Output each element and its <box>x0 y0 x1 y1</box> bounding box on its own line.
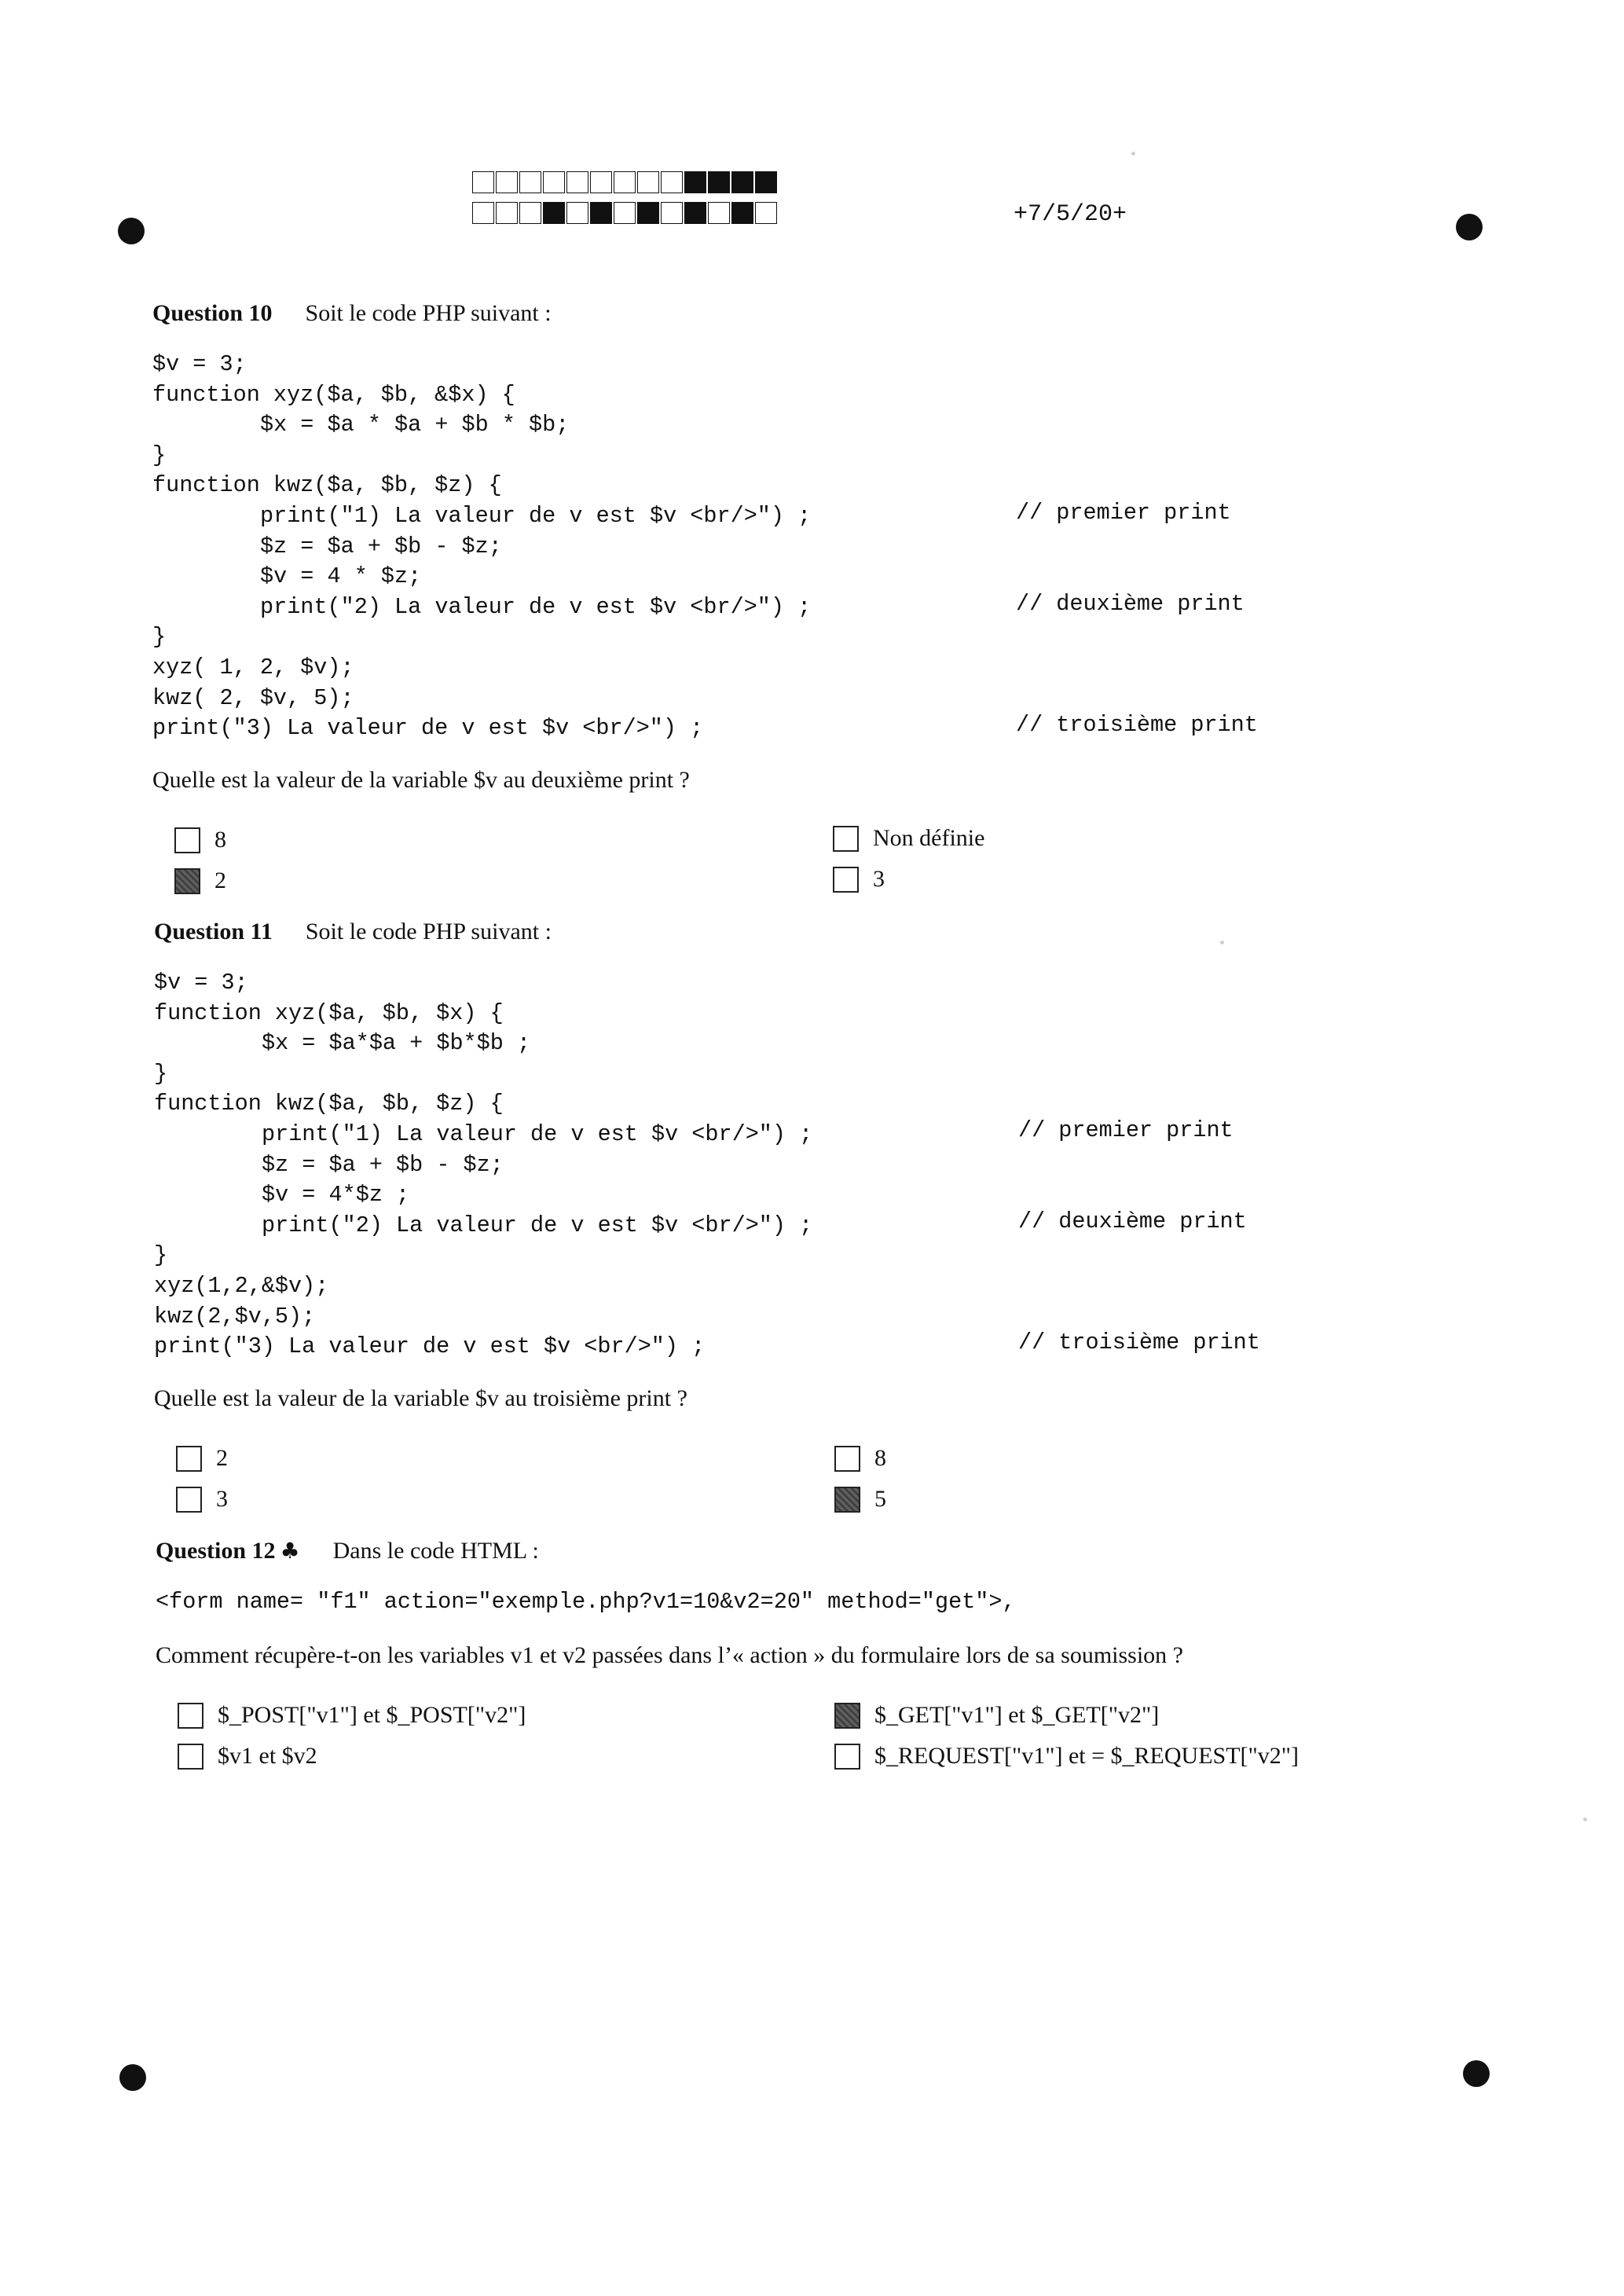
answer-option[interactable] <box>834 1486 886 1513</box>
code-comment-second-print: // deuxième print <box>1016 591 1245 617</box>
answer-label: 3 <box>216 1486 228 1512</box>
answer-option[interactable] <box>833 825 984 852</box>
barcode-cell <box>590 171 612 193</box>
code-line: } <box>152 624 167 651</box>
answer-option[interactable] <box>174 827 226 853</box>
code-comment-second-print: // deuxième print <box>1018 1209 1247 1234</box>
barcode-row-2 <box>472 202 779 226</box>
checkbox[interactable] <box>176 1487 202 1513</box>
answer-label: 3 <box>873 866 885 892</box>
barcode-cell <box>684 202 706 224</box>
code-line: print("1) La valeur de v est $v <br/>") ; <box>262 1120 813 1147</box>
answer-label: $_GET["v1"] et $_GET["v2"] <box>874 1702 1160 1728</box>
code-line: $v = 4 * $z; <box>260 563 422 590</box>
code-comment-third-print: // troisième print <box>1018 1330 1260 1355</box>
question-10-prompt: Quelle est la valeur de la variable $v au deuxième print ? <box>152 767 690 793</box>
barcode-cell <box>472 202 494 224</box>
barcode-cell <box>755 171 777 193</box>
answer-option[interactable] <box>178 1743 317 1770</box>
barcode-cell <box>708 202 730 224</box>
code-line: <form name= "f1" action="exemple.php?v1=10&v2=20" method="get">, <box>156 1589 1016 1615</box>
code-line: xyz( 1, 2, $v); <box>152 654 354 680</box>
answer-label: $_POST["v1"] et $_POST["v2"] <box>218 1702 526 1728</box>
barcode-cell <box>731 171 753 193</box>
barcode-cell <box>566 202 588 224</box>
barcode-cell <box>496 171 518 193</box>
question-11-code <box>154 968 812 1363</box>
question-intro: Dans le code HTML : <box>332 1538 539 1564</box>
barcode-cell <box>543 202 565 224</box>
page-id-barcode <box>472 171 779 233</box>
code-line: kwz( 2, $v, 5); <box>152 684 354 711</box>
barcode-cell <box>614 171 636 193</box>
answer-label: 8 <box>874 1445 886 1471</box>
code-comment-first-print: // premier print <box>1018 1117 1234 1143</box>
code-line: $x = $a * $a + $b * $b; <box>260 412 570 438</box>
answer-label: 2 <box>214 867 226 893</box>
registration-dot-bottom-left <box>119 2064 146 2091</box>
code-line: $v = 3; <box>154 970 248 996</box>
question-10-header <box>152 300 552 327</box>
question-12-prompt: Comment récupère-t-on les variables v1 et v2 passées dans l’« action » du formulaire lors de sa soumission ? <box>156 1642 1183 1668</box>
code-line: $z = $a + $b - $z; <box>262 1151 504 1178</box>
code-line: print("2) La valeur de v est $v <br/>") ; <box>260 593 812 620</box>
checkbox[interactable] <box>178 1744 203 1770</box>
answer-option[interactable] <box>834 1702 1159 1729</box>
registration-dot-top-right <box>1456 214 1483 240</box>
question-11-header <box>154 919 552 945</box>
code-line: function kwz($a, $b, $z) { <box>152 472 502 499</box>
barcode-cell <box>590 202 612 224</box>
answer-label: Non définie <box>873 825 985 851</box>
answer-option[interactable] <box>833 866 885 893</box>
question-intro: Soit le code PHP suivant : <box>305 919 552 944</box>
question-label: Question 11 <box>154 919 273 944</box>
club-icon: ♣ <box>280 1538 300 1564</box>
answer-label: 2 <box>216 1445 228 1471</box>
checkbox[interactable] <box>834 1487 860 1513</box>
barcode-cell <box>519 171 541 193</box>
checkbox[interactable] <box>834 1446 860 1472</box>
code-line: print("1) La valeur de v est $v <br/>") ; <box>260 502 812 529</box>
page-id: +7/5/20+ <box>1014 201 1127 228</box>
code-line: } <box>154 1060 168 1087</box>
code-comment-first-print: // premier print <box>1016 500 1231 526</box>
barcode-cell <box>755 202 777 224</box>
barcode-cell <box>543 171 565 193</box>
checkbox[interactable] <box>834 1744 860 1770</box>
code-line: $z = $a + $b - $z; <box>260 533 502 559</box>
barcode-cell <box>731 202 753 224</box>
answer-option[interactable] <box>834 1743 1299 1770</box>
code-line: } <box>154 1242 168 1269</box>
code-line: } <box>152 442 167 468</box>
barcode-cell <box>566 171 588 193</box>
code-line: kwz(2,$v,5); <box>154 1303 316 1330</box>
checkbox[interactable] <box>174 868 200 894</box>
code-line: xyz(1,2,&$v); <box>154 1272 329 1299</box>
code-line: $v = 3; <box>152 351 247 377</box>
scan-speck <box>1583 1817 1587 1821</box>
question-label: Question 10 <box>152 300 273 326</box>
barcode-cell <box>519 202 541 224</box>
barcode-cell <box>637 171 659 193</box>
answer-option[interactable] <box>176 1445 228 1472</box>
barcode-cell <box>708 171 730 193</box>
checkbox[interactable] <box>833 826 859 852</box>
code-line: print("3) La valeur de v est $v <br/>") ; <box>154 1333 706 1360</box>
question-label: Question 12 <box>156 1538 276 1564</box>
registration-dot-top-left <box>118 218 145 244</box>
barcode-cell <box>496 202 518 224</box>
checkbox[interactable] <box>174 827 200 853</box>
answer-label: 8 <box>214 827 226 853</box>
checkbox[interactable] <box>178 1703 203 1729</box>
barcode-cell <box>684 171 706 193</box>
code-line: function xyz($a, $b, $x) { <box>154 999 504 1026</box>
question-11-prompt: Quelle est la valeur de la variable $v au troisième print ? <box>154 1385 687 1411</box>
code-line: $v = 4*$z ; <box>262 1182 410 1209</box>
barcode-cell <box>661 202 683 224</box>
answer-option[interactable] <box>834 1445 886 1472</box>
barcode-cell <box>661 171 683 193</box>
barcode-cell <box>614 202 636 224</box>
answer-option[interactable] <box>174 867 226 894</box>
answer-option[interactable] <box>176 1486 228 1513</box>
barcode-cell <box>637 202 659 224</box>
barcode-row-1 <box>472 171 779 195</box>
code-line: $x = $a*$a + $b*$b ; <box>262 1030 531 1057</box>
checkbox[interactable] <box>176 1446 202 1472</box>
registration-dot-bottom-right <box>1463 2060 1490 2087</box>
scan-speck <box>1220 941 1224 944</box>
question-intro: Soit le code PHP suivant : <box>305 300 552 326</box>
answer-label: 5 <box>874 1486 886 1512</box>
code-line: function xyz($a, $b, &$x) { <box>152 381 515 408</box>
code-line: print("2) La valeur de v est $v <br/>") ; <box>262 1212 813 1238</box>
question-12-code <box>156 1587 1016 1618</box>
answer-label: $v1 et $v2 <box>218 1743 317 1769</box>
scan-speck <box>1131 152 1135 156</box>
checkbox[interactable] <box>833 867 859 893</box>
answer-option[interactable] <box>178 1702 526 1729</box>
code-line: function kwz($a, $b, $z) { <box>154 1091 504 1117</box>
barcode-cell <box>472 171 494 193</box>
question-10-code <box>152 350 811 744</box>
checkbox[interactable] <box>834 1703 860 1729</box>
answer-label: $_REQUEST["v1"] et = $_REQUEST["v2"] <box>874 1743 1300 1769</box>
question-12-header <box>156 1538 539 1564</box>
code-comment-third-print: // troisième print <box>1016 712 1258 738</box>
code-line: print("3) La valeur de v est $v <br/>") ; <box>152 715 704 742</box>
